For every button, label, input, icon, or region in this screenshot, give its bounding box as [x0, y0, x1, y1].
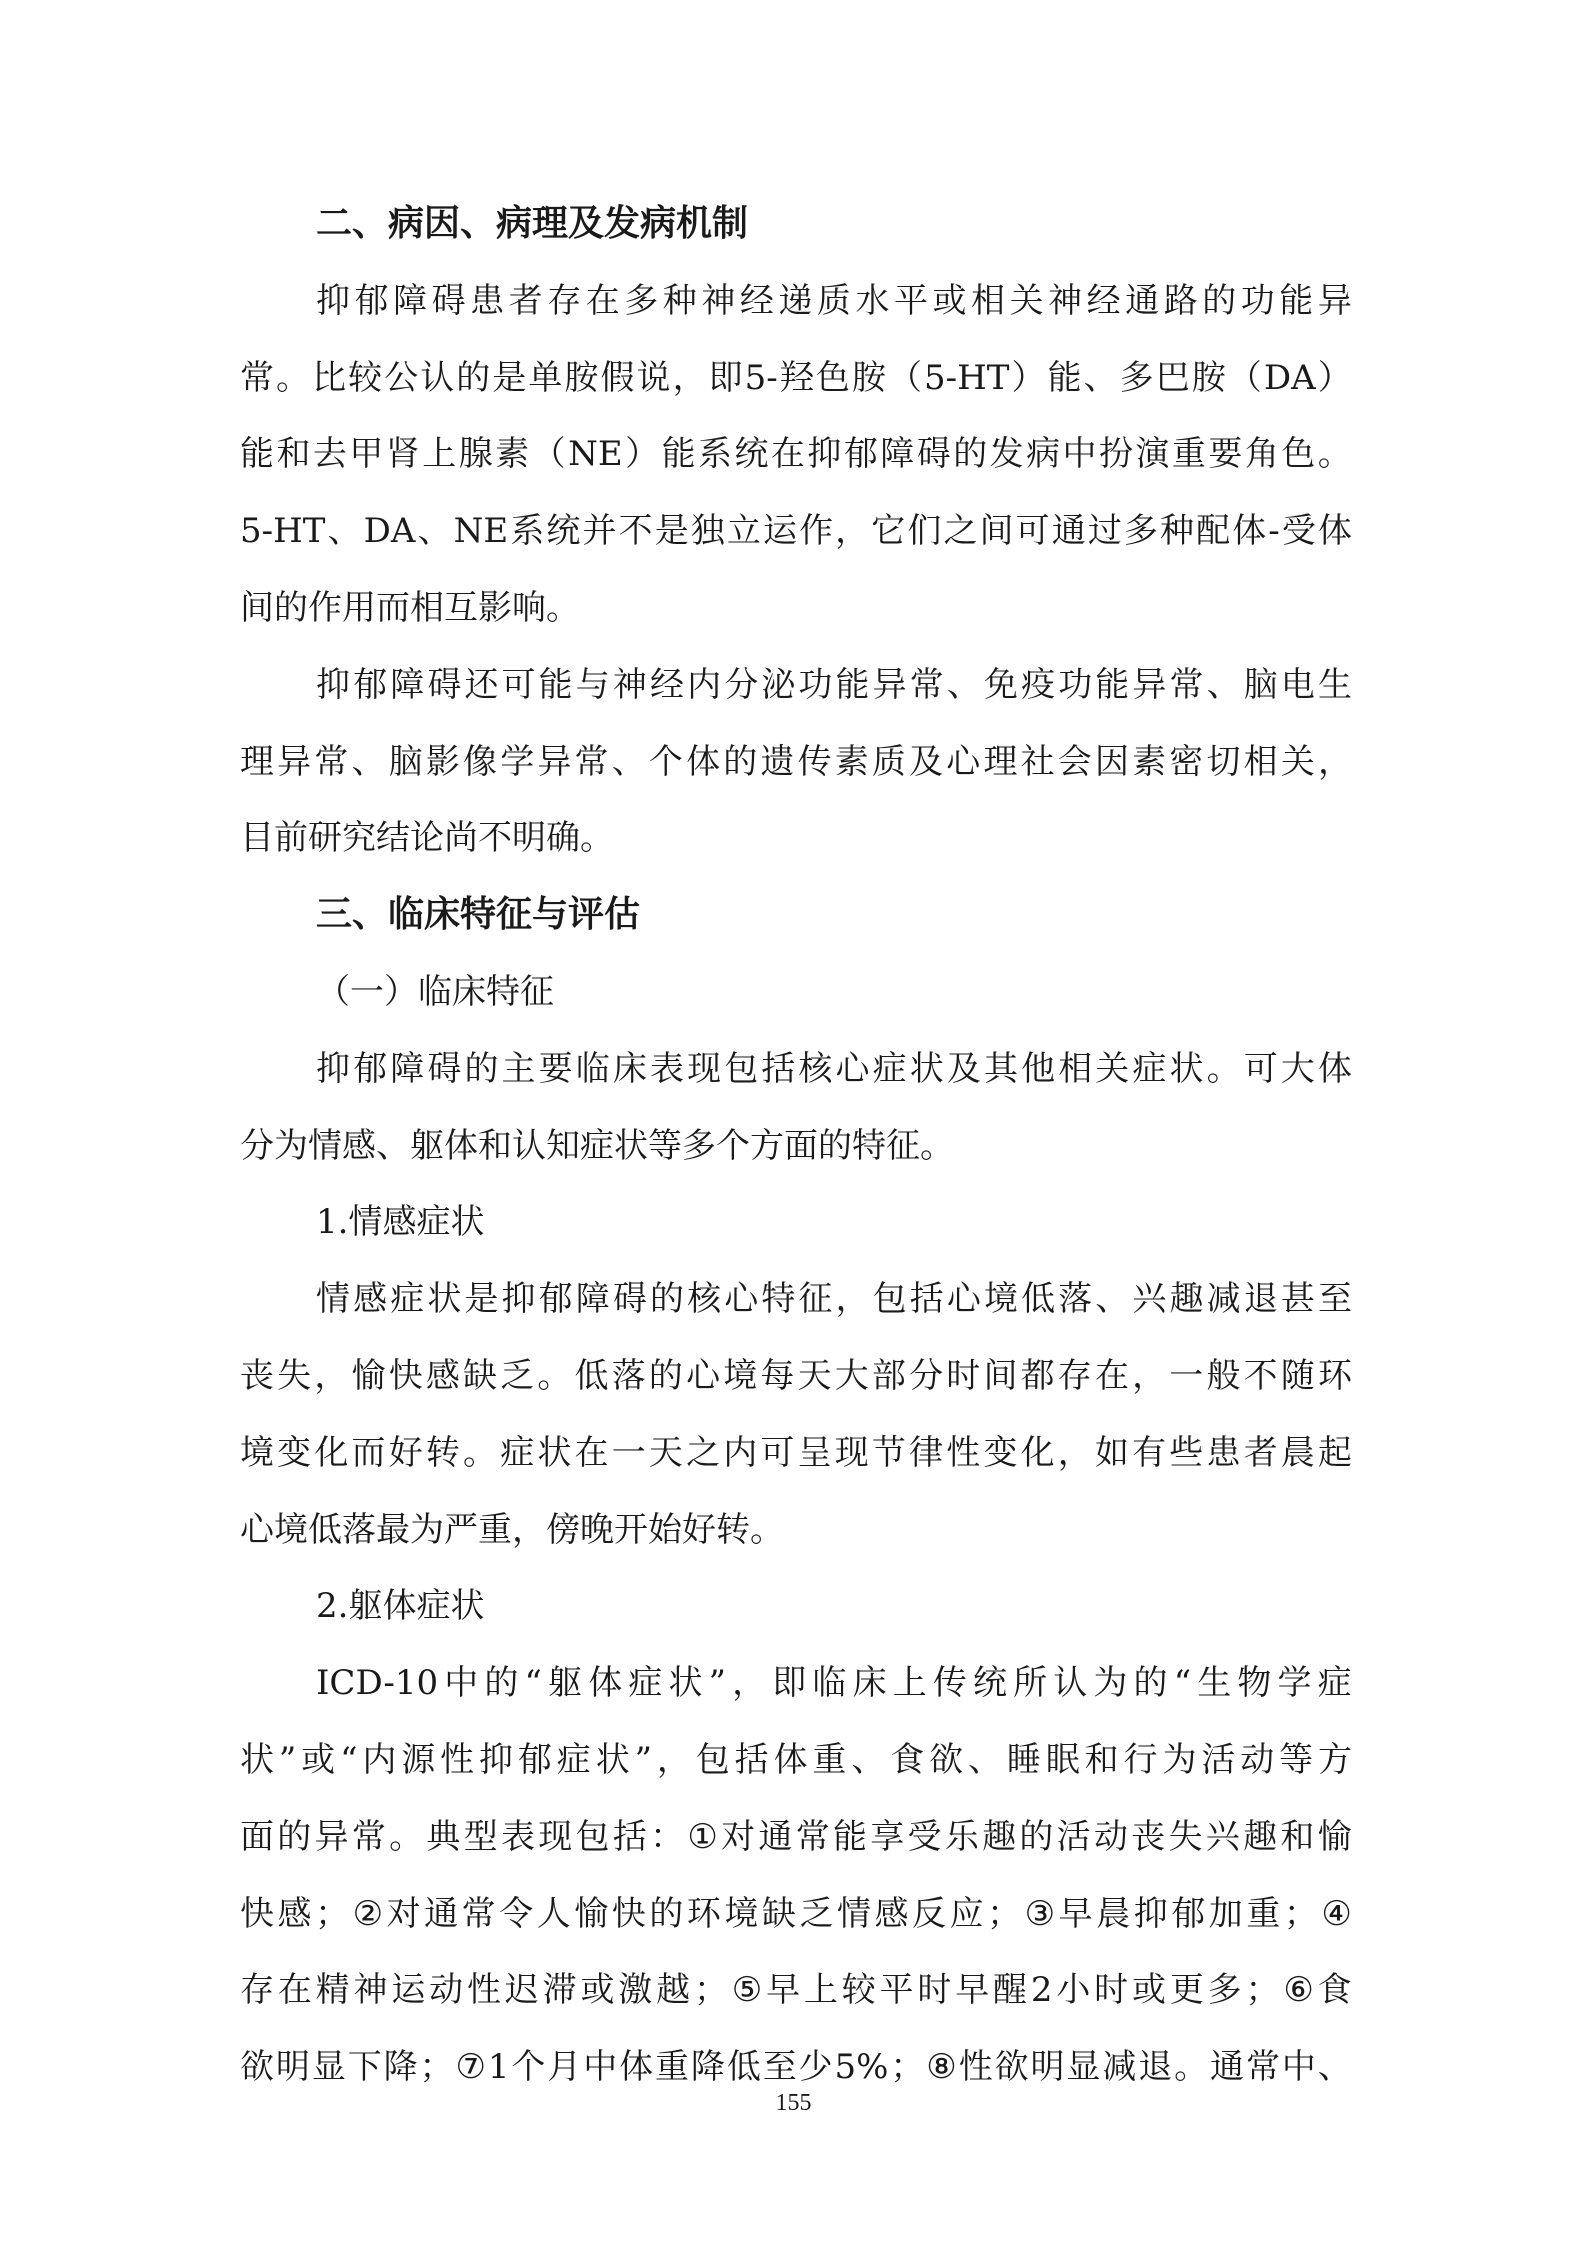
text-line: 5-HT 、 DA 、 NE 系 统 并 不 是 独 立 运 作 ， 它 们 之 间 可 通 过 多 种 配 体 - 受 体 — [240, 511, 1352, 552]
text-line: 情 感 症 状 是 抑 郁 障 碍 的 核 心 特 征 ， 包 括 心 境 低 落 、 兴 趣 减 退 甚 至 — [316, 1279, 1352, 1320]
text-line: 抑 郁 障 碍 患 者 存 在 多 种 神 经 递 质 水 平 或 相 关 神 经 通 路 的 功 能 异 — [316, 280, 1352, 321]
text-line: 分为情感、躯体和认知症状等多个方面的特征。 — [240, 1125, 954, 1166]
text-line: 快 感 ； ② 对 通 常 令 人 愉 快 的 环 境 缺 乏 情 感 反 应 ； ③ 早 晨 抑 郁 加 重 ； ④ — [240, 1893, 1352, 1934]
text-line: 心境低落最为严重，傍晚开始好转。 — [240, 1509, 784, 1550]
section-heading: 三、临床特征与评估 — [316, 894, 641, 936]
text-line: 存 在 精 神 运 动 性 迟 滞 或 激 越 ； ⑤ 早 上 较 平 时 早 醒 2 小 时 或 更 多 ； ⑥ 食 — [240, 1970, 1352, 2011]
text-line: ICD-10 中 的 “ 躯 体 症 状 ” ， 即 临 床 上 传 统 所 认 为 的 “ 生 物 学 症 — [316, 1663, 1352, 1704]
text-line: 抑 郁 障 碍 的 主 要 临 床 表 现 包 括 核 心 症 状 及 其 他 相 关 症 状 。 可 大 体 — [316, 1048, 1352, 1089]
text-line: 欲 明 显 下 降 ； ⑦ 1 个 月 中 体 重 降 低 至 少 5% ； ⑧ 性 欲 明 显 减 退 。 通 常 中 、 — [240, 2047, 1352, 2088]
page-number: 155 — [775, 2090, 812, 2116]
section-heading: 二、病因、病理及发病机制 — [316, 203, 749, 244]
text-line: 面 的 异 常 。 典 型 表 现 包 括 ： ① 对 通 常 能 享 受 乐 趣 的 活 动 丧 失 兴 趣 和 愉 — [240, 1816, 1352, 1857]
text-line: 能 和 去 甲 肾 上 腺 素 （ NE ） 能 系 统 在 抑 郁 障 碍 的 发 病 中 扮 演 重 要 角 色 。 — [240, 434, 1352, 475]
text-line: 目前研究结论尚不明确。 — [240, 818, 614, 859]
text-line: 状 ” 或 “ 内 源 性 抑 郁 症 状 ” ， 包 括 体 重 、 食 欲 、 睡 眠 和 行 为 活 动 等 方 — [240, 1739, 1352, 1780]
text-line: 理 异 常 、 脑 影 像 学 异 常 、 个 体 的 遗 传 素 质 及 心 理 社 会 因 素 密 切 相 关 ， — [240, 741, 1352, 782]
item-title: 1.情感症状 — [316, 1202, 485, 1243]
text-line: 丧 失 ， 愉 快 感 缺 乏 。 低 落 的 心 境 每 天 大 部 分 时 间 都 存 在 ， 一 般 不 随 环 — [240, 1355, 1352, 1396]
text-line: 常 。 比 较 公 认 的 是 单 胺 假 说 ， 即 5- 羟 色 胺 （ 5-HT ） 能 、 多 巴 胺 （ DA ） — [240, 357, 1352, 398]
text-line: 境 变 化 而 好 转 。 症 状 在 一 天 之 内 可 呈 现 节 律 性 变 化 ， 如 有 些 患 者 晨 起 — [240, 1432, 1352, 1473]
subsection-heading: （一）临床特征 — [316, 971, 554, 1012]
text-line: 间的作用而相互影响。 — [240, 587, 580, 628]
page-content — [240, 186, 1352, 2106]
item-title: 2.躯体症状 — [316, 1586, 485, 1627]
text-line: 抑 郁 障 碍 还 可 能 与 神 经 内 分 泌 功 能 异 常 、 免 疫 功 能 异 常 、 脑 电 生 — [316, 664, 1352, 705]
